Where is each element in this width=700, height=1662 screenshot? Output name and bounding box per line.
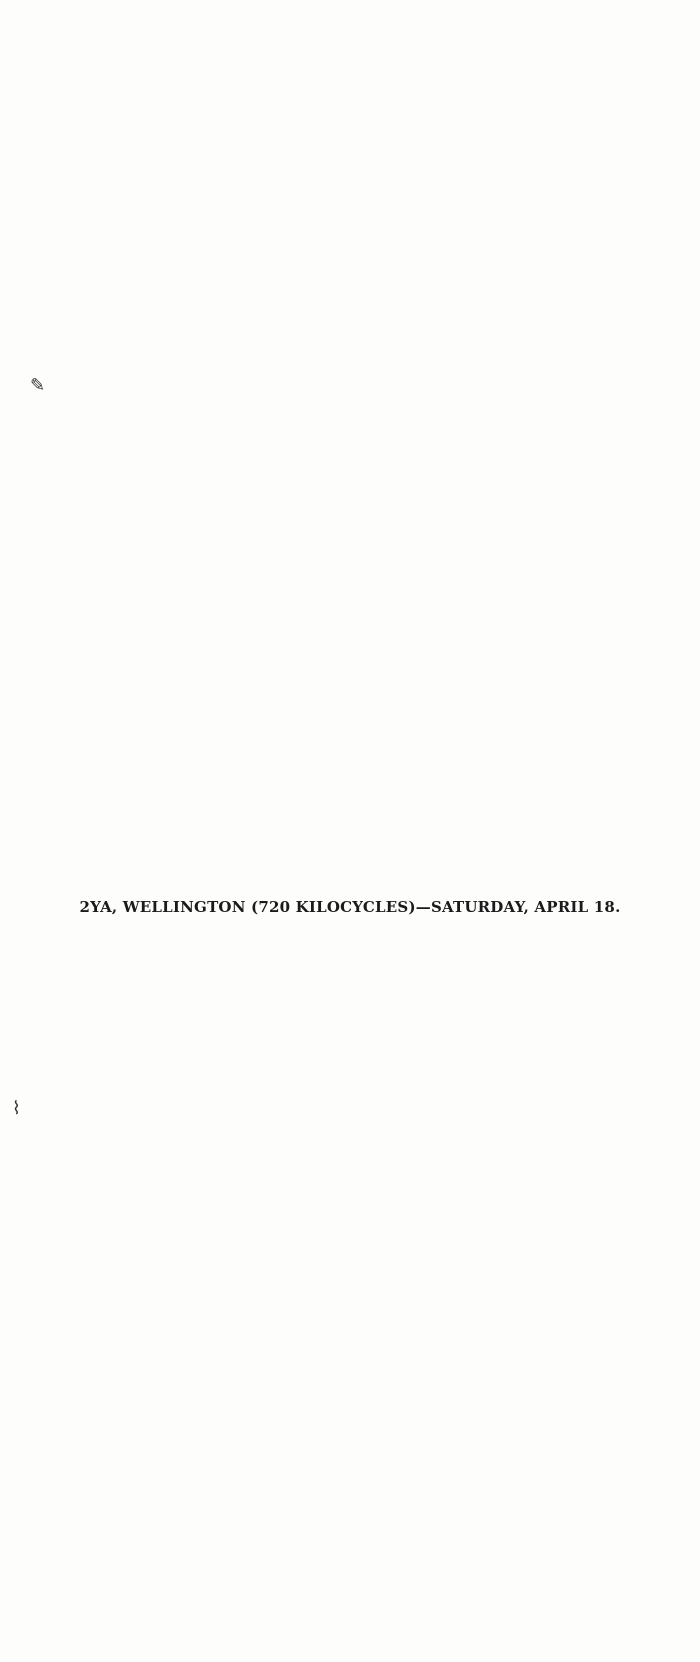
station-heading-2ya: 2YA, WELLINGTON (720 KILOCYCLES)—SATURDAY, APRIL 18. — [79, 898, 621, 917]
ink-mark-icon: ⌇ — [12, 1098, 21, 1119]
ink-mark-icon: ✎ — [30, 375, 46, 396]
